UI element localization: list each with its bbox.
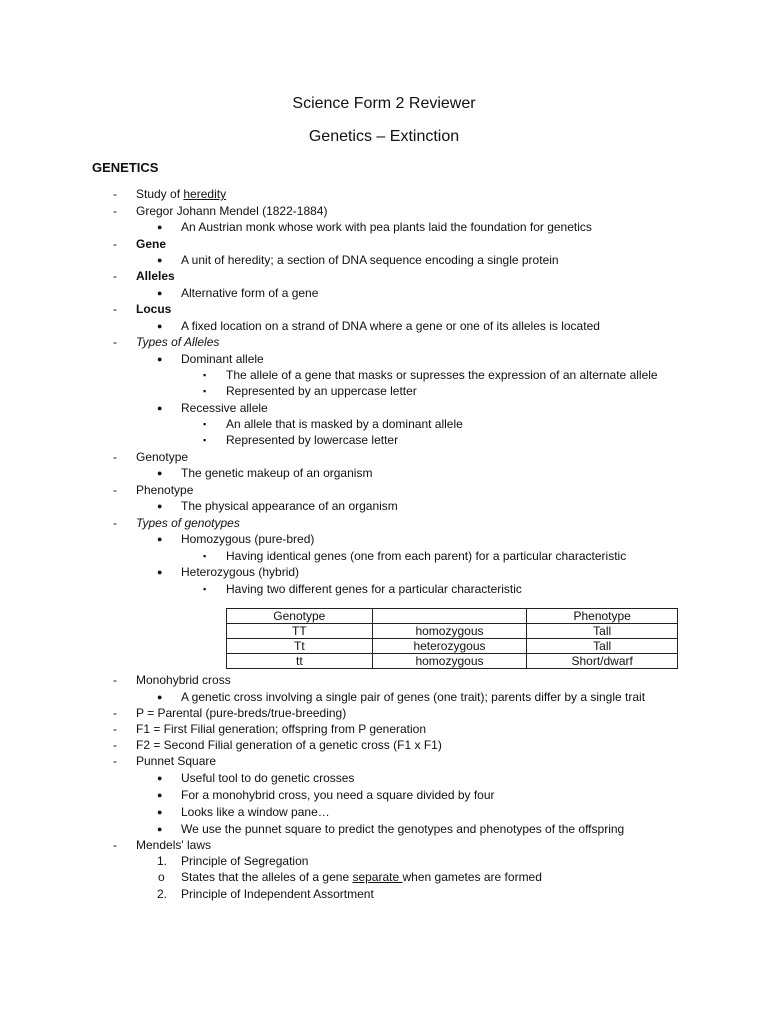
- square-marker: ▪: [203, 419, 207, 429]
- dash-marker: -: [113, 673, 117, 687]
- dash-marker: -: [113, 738, 117, 752]
- list-item: Phenotype: [136, 483, 194, 497]
- square-marker: ▪: [203, 370, 207, 380]
- list-item: The physical appearance of an organism: [181, 499, 398, 513]
- term-gene: Gene: [136, 237, 167, 251]
- list-item: Recessive allele: [181, 401, 268, 415]
- bullet-marker: ●: [157, 567, 163, 577]
- list-item: Principle of Independent Assortment: [181, 887, 374, 901]
- list-item: Mendels' laws: [136, 838, 211, 852]
- list-item: A genetic cross involving a single pair of genes (one trait); parents differ by a single trait: [181, 690, 646, 704]
- list-item: A fixed location on a strand of DNA where a gene or one of its alleles is located: [181, 319, 600, 333]
- dash-marker: -: [113, 483, 117, 497]
- dash-marker: -: [113, 335, 117, 349]
- bullet-marker: ●: [157, 288, 163, 298]
- list-item: An allele that is masked by a dominant allele: [226, 417, 463, 431]
- table-row: [227, 654, 678, 669]
- table-cell: Tall: [527, 639, 678, 654]
- list-item: F2 = Second Filial generation of a genetic cross (F1 x F1): [136, 738, 442, 752]
- genotype-table: [226, 608, 678, 669]
- list-item: An Austrian monk whose work with pea plants laid the foundation for genetics: [181, 220, 592, 234]
- table-cell: Short/dwarf: [527, 654, 678, 669]
- dash-marker: -: [113, 237, 117, 251]
- list-item: Having two different genes for a particular characteristic: [226, 582, 522, 596]
- list-item: For a monohybrid cross, you need a square divided by four: [181, 788, 495, 802]
- dash-marker: -: [113, 722, 117, 736]
- section-heading: GENETICS: [92, 160, 159, 175]
- dash-marker: -: [113, 450, 117, 464]
- dash-marker: -: [113, 516, 117, 530]
- dash-marker: -: [113, 706, 117, 720]
- dash-marker: -: [113, 838, 117, 852]
- bullet-marker: ●: [157, 222, 163, 232]
- square-marker: ▪: [203, 584, 207, 594]
- table-cell: Tall: [527, 624, 678, 639]
- number-marker: 1.: [157, 854, 168, 868]
- list-item: Homozygous (pure-bred): [181, 532, 315, 546]
- table-cell: tt: [227, 654, 373, 669]
- types-of-alleles: Types of Alleles: [136, 335, 220, 349]
- list-item: Gregor Johann Mendel (1822-1884): [136, 204, 328, 218]
- bullet-marker: ●: [157, 807, 163, 817]
- types-of-genotypes: Types of genotypes: [136, 516, 240, 530]
- dash-marker: -: [113, 302, 117, 316]
- separate-term: separate: [352, 870, 403, 884]
- list-item: Dominant allele: [181, 352, 264, 366]
- square-marker: ▪: [203, 435, 207, 445]
- term-alleles: Alleles: [136, 269, 175, 283]
- term-locus: Locus: [136, 302, 172, 316]
- square-marker: ▪: [203, 386, 207, 396]
- bullet-marker: ●: [157, 534, 163, 544]
- table-cell: homozygous: [372, 654, 527, 669]
- bullet-marker: ●: [157, 790, 163, 800]
- list-item: The genetic makeup of an organism: [181, 466, 373, 480]
- bullet-marker: ●: [157, 773, 163, 783]
- bullet-marker: ●: [157, 468, 163, 478]
- list-item: F1 = First Filial generation; offspring from P generation: [136, 722, 427, 736]
- list-item: Represented by an uppercase letter: [226, 384, 417, 398]
- list-item: Study of heredity: [136, 187, 227, 201]
- dash-marker: -: [113, 204, 117, 218]
- list-item: Monohybrid cross: [136, 673, 231, 687]
- list-item: Represented by lowercase letter: [226, 433, 399, 447]
- bullet-marker: ●: [157, 255, 163, 265]
- table-header-cell: Phenotype: [527, 609, 678, 624]
- table-header-cell: Genotype: [227, 609, 373, 624]
- table-row: [227, 639, 678, 654]
- dash-marker: -: [113, 754, 117, 768]
- table-header-row: [227, 609, 678, 624]
- list-item: Principle of Segregation: [181, 854, 309, 868]
- table-row: [227, 624, 678, 639]
- bullet-marker: ●: [157, 501, 163, 511]
- bullet-marker: ●: [157, 824, 163, 834]
- list-item: Heterozygous (hybrid): [181, 565, 300, 579]
- list-item: We use the punnet square to predict the genotypes and phenotypes of the offspring: [181, 822, 625, 836]
- bullet-marker: ●: [157, 692, 163, 702]
- list-item: Useful tool to do genetic crosses: [181, 771, 355, 785]
- table-cell: homozygous: [372, 624, 527, 639]
- list-item: Genotype: [136, 450, 189, 464]
- list-item: P = Parental (pure-breds/true-breeding): [136, 706, 347, 720]
- table-cell: Tt: [227, 639, 373, 654]
- square-marker: ▪: [203, 551, 207, 561]
- table-cell: heterozygous: [372, 639, 527, 654]
- list-item: Looks like a window pane…: [181, 805, 330, 819]
- number-marker: 2.: [157, 887, 168, 901]
- bullet-marker: ●: [157, 354, 163, 364]
- bullet-marker: ●: [157, 403, 163, 413]
- table-cell: TT: [227, 624, 373, 639]
- list-item: Punnet Square: [136, 754, 217, 768]
- bullet-marker: ●: [157, 321, 163, 331]
- circle-marker: o: [158, 870, 165, 884]
- dash-marker: -: [113, 187, 117, 201]
- list-item: A unit of heredity; a section of DNA sequence encoding a single protein: [181, 253, 559, 267]
- table-header-cell: [372, 609, 527, 624]
- list-item: Having identical genes (one from each parent) for a particular characteristic: [226, 549, 627, 563]
- list-item: Alternative form of a gene: [181, 286, 319, 300]
- dash-marker: -: [113, 269, 117, 283]
- heredity-term: heredity: [183, 187, 227, 201]
- doc-subtitle: Genetics – Extinction: [308, 128, 460, 145]
- list-item: States that the alleles of a gene separate when gametes are formed: [181, 870, 542, 884]
- doc-title: Science Form 2 Reviewer: [292, 95, 476, 112]
- list-item: The allele of a gene that masks or supresses the expression of an alternate allele: [226, 368, 658, 382]
